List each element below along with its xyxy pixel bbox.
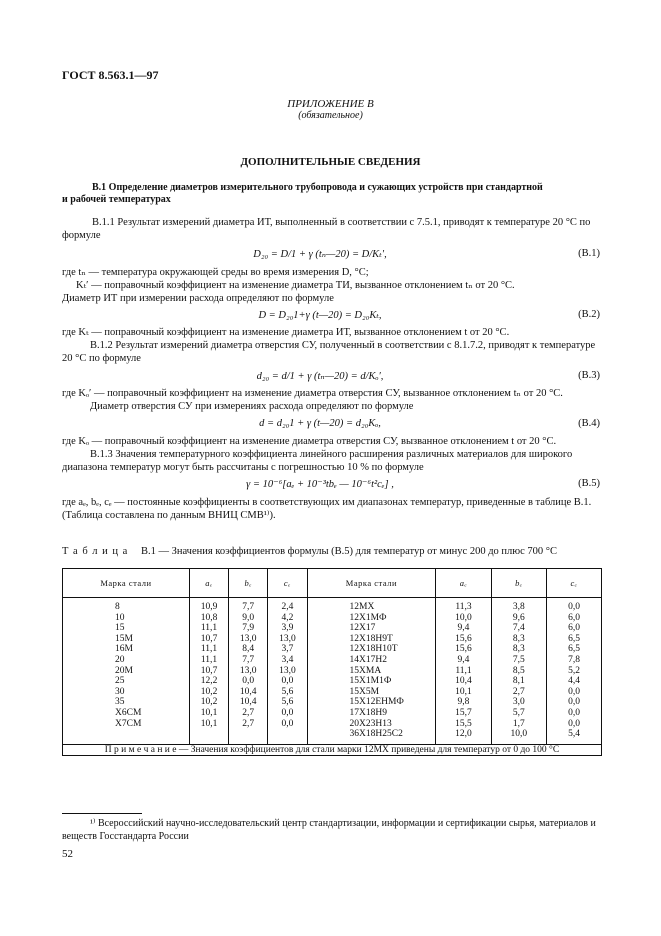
table-cell: 0,0 [242,676,255,687]
table-cell: 8,1 [512,676,525,687]
table-cell: 10,0 [510,729,528,740]
col-header-c-right: cₑ [547,569,602,598]
table-cell: 3,0 [512,697,525,708]
table-cell: 5,6 [281,686,294,697]
col-header-a-right: aₑ [436,569,491,598]
paragraph-b13: В.1.3 Значения температурного коэффициента линейного расширения различных материалов для широкого диапазона температур могут быть рассчитаны с погрешностью 10 % по формуле [62,449,573,473]
table-cell: 11,1 [200,623,218,634]
table-cell: 15 [115,623,125,634]
table-cell: 13,0 [239,665,257,676]
table-cell: 9,0 [242,612,255,623]
where-b4: где Kₒ — поправочный коэффициент на изменение диаметра отверстия СУ, вызванное отклонением t от 20 °С. [62,436,557,447]
table-cell: 2,7 [512,686,525,697]
table-cell: 7,4 [512,623,525,634]
equation-b2: D = D₂₀1+γ (t—20) = D₂₀Kₜ, [258,310,382,321]
table-cell: 9,8 [457,697,470,708]
table-cell: 20М [115,665,133,676]
table-cell: 1,7 [512,718,525,729]
b-right-col [491,598,546,745]
table-note: П р и м е ч а н и е — Значения коэффициентов для стали марки 12МХ приведены для температур от 0 до 100 °С [63,744,602,756]
col-header-b-right: bₑ [491,569,546,598]
table-data-row [63,598,602,745]
col-header-b-left: bₑ [229,569,268,598]
table-cell: 10,0 [455,612,472,623]
equation-b2-number: (В.2) [578,309,600,320]
table-cell: 12Х18Н9Т [349,633,393,644]
table-cell: 9,4 [457,654,470,665]
table-cell: 0,0 [568,697,580,708]
table-cell: 3,7 [281,644,294,655]
where-b3: где Kₒ′ — поправочный коэффициент на изменение диаметра отверстия СУ, вызванное отклонением tₙ от 20 °С. [62,388,563,399]
table-cell: 2,7 [242,707,255,718]
table-cell: 12МХ [349,602,375,612]
table-cell: Х7СМ [115,718,142,729]
table-cell: 15,5 [455,718,472,729]
table-cell: 6,0 [568,623,580,634]
table-cell: 30 [115,686,125,697]
table-cell: 5,6 [281,697,294,708]
equation-b4: d = d₂₀1 + γ (t—20) = d₂₀Kₒ, [259,418,381,429]
table-cell: 5,4 [568,729,580,740]
table-cell: 7,8 [568,654,580,665]
table-cell: 2,4 [281,602,294,612]
where-b5: где aₑ, bₑ, cₑ — постоянные коэффициенты в соответствующих им диапазонах температур, приведенные в таблице В.1. (Таблица составлена по данным ВНИЦ СМВ¹⁾). [62,497,592,521]
col-header-a-left: aₑ [189,569,228,598]
table-cell: 8,3 [512,633,525,644]
table-cell: 25 [115,676,125,687]
table-cell: 7,5 [512,654,525,665]
table-cell: 12,0 [455,729,472,740]
a-left-col [189,598,228,745]
table-cell: 17Х18Н9 [349,707,387,718]
table-cell: 9,4 [457,623,470,634]
table-cell: 15ХМА [349,665,382,676]
table-cell: 15,6 [455,644,472,655]
table-cell: 10,8 [200,612,218,623]
table-cell: 3,9 [281,623,294,634]
table-cell: 12Х17 [349,623,376,634]
table-cell: 16М [115,644,133,655]
table-cell: 10,7 [200,665,218,676]
table-cell: 10,1 [200,718,218,729]
table-cell: 13,0 [279,633,296,644]
table-cell: 9,6 [512,612,525,623]
col-header-c-left: cₑ [268,569,307,598]
table-cell: 0,0 [568,602,580,612]
table-cell: 3,4 [281,654,294,665]
table-cell: 5,2 [568,665,580,676]
table-cell: 0,0 [568,718,580,729]
table-caption-text: В.1 — Значения коэффициентов формулы (В.5) для температур от минус 200 до плюс 700 °С [140,546,557,557]
appendix-subtitle: (обязательное) [298,110,363,121]
table-cell: 10,7 [200,633,218,644]
table-cell: 12Х18Н10Т [349,644,398,655]
where-b1-a: где tₙ — температура окружающей среды во время измерения D, °С; [62,267,369,278]
c-left-col [268,598,307,745]
c-right-col [547,598,602,745]
paragraph-b12: В.1.2 Результат измерений диаметра отверстия СУ, полученный в соответствии с 8.1.7.2, приводят к температуре 20 °С по формуле [62,340,596,364]
equation-b4-number: (В.4) [578,418,600,429]
table-cell: 8,3 [512,644,525,655]
table-cell: 3,8 [512,602,525,612]
equation-b3-number: (В.3) [578,370,600,381]
b1-heading-line2: и рабочей температурах [62,194,171,205]
table-cell: 7,9 [242,623,255,634]
table-cell: 7,7 [242,602,255,612]
table-cell: 6,5 [568,633,580,644]
equation-b3: d₂₀ = d/1 + γ (tₙ—20) = d/Kₒ′, [256,371,384,382]
table-cell: 7,7 [242,654,255,665]
table-cell: 20Х23Н13 [349,718,392,729]
where-b2: где Kₜ — поправочный коэффициент на изменение диаметра ИТ, вызванное отклонением t от 20 °С. [62,327,510,338]
table-cell: 10,4 [239,686,257,697]
table-cell: 35 [115,697,125,708]
table-cell: 8 [115,602,120,612]
footnote: ¹⁾ Всероссийский научно-исследовательский центр стандартизации, информации и сертификации сырья, материалов и веществ Госстандарта России [62,818,596,842]
table-cell: 15Х1М1Ф [349,676,392,687]
table-cell: 20 [115,654,125,665]
table-cell: 10,1 [455,686,472,697]
table-cell: 6,5 [568,644,580,655]
paragraph-b11: В.1.1 Результат измерений диаметра ИТ, выполненный в соответствии с 7.5.1, приводят к температуре 20 °С по формуле [62,217,591,241]
where-b1-b: Kₜ′ — поправочный коэффициент на изменение диаметра ТИ, вызванное отклонением tₙ от 20 °С. [76,280,515,291]
diameter-text: Диаметр ИТ при измерении расхода определяют по формуле [62,293,334,304]
table-cell: 0,0 [281,707,294,718]
steel-left-col [63,598,190,745]
a-right-col [436,598,491,745]
b1-heading-line1: В.1 Определение диаметров измерительного трубопровода и сужающих устройств при стандартной [92,182,543,193]
table-cell: 10,9 [200,602,218,612]
col-header-steel-left: Марка стали [63,569,190,598]
section-title: ДОПОЛНИТЕЛЬНЫЕ СВЕДЕНИЯ [240,156,421,168]
table-cell: 2,7 [242,718,255,729]
table-caption-label: Т а б л и ц а [62,546,129,557]
table-cell: 11,1 [200,644,218,655]
col-header-steel-right: Марка стали [307,569,436,598]
table-cell: 15,7 [455,707,472,718]
table-cell: 15Х5М [349,686,380,697]
b-left-col [229,598,268,745]
table-cell: 12,2 [200,676,218,687]
equation-b5-number: (В.5) [578,478,600,489]
appendix-title: ПРИЛОЖЕНИЕ В [287,98,374,110]
footnote-divider [62,813,142,814]
table-cell: 6,0 [568,612,580,623]
table-cell: 4,4 [568,676,580,687]
coefficients-table [62,568,602,756]
table-cell: 0,0 [281,718,294,729]
table-cell: 0,0 [568,707,580,718]
diameter2-text: Диаметр отверстия СУ при измерениях расхода определяют по формуле [90,401,414,412]
table-cell: 11,1 [200,654,218,665]
table-cell: 8,4 [242,644,255,655]
table-cell: 4,2 [281,612,294,623]
equation-b5: γ = 10⁻⁶[aₑ + 10⁻³tbₑ — 10⁻⁶t²cₑ] , [246,479,394,490]
table-cell: 36Х18Н25С2 [349,729,403,740]
table-cell: 15М [115,633,133,644]
table-cell: 13,0 [279,665,296,676]
table-cell: 11,3 [455,602,472,612]
table-cell: 10,1 [200,707,218,718]
table-cell: 15,6 [455,633,472,644]
table-cell: 10,4 [455,676,472,687]
equation-b1-number: (В.1) [578,248,600,259]
document-code: ГОСТ 8.563.1—97 [62,68,159,82]
steel-right-col [307,598,436,745]
table-cell: 8,5 [512,665,525,676]
table-cell: 5,7 [512,707,525,718]
table-cell: Х6СМ [115,707,142,718]
table-cell: 10,2 [200,697,218,708]
equation-b1: D₂₀ = D/1 + γ (tₙ—20) = D/Kₜ′, [253,249,387,260]
table-cell: 10,2 [200,686,218,697]
table-cell: 0,0 [568,686,580,697]
table-cell: 13,0 [239,633,257,644]
table-cell: 12Х1МФ [349,612,387,623]
table-cell: 15Х12ЕНМФ [349,697,404,708]
table-cell: 10 [115,612,125,623]
table-cell: 11,1 [455,665,472,676]
page-number: 52 [62,848,73,860]
table-caption [62,546,557,557]
table-cell: 14Х17Н2 [349,654,387,665]
table-cell: 0,0 [281,676,294,687]
table-cell: 10,4 [239,697,257,708]
